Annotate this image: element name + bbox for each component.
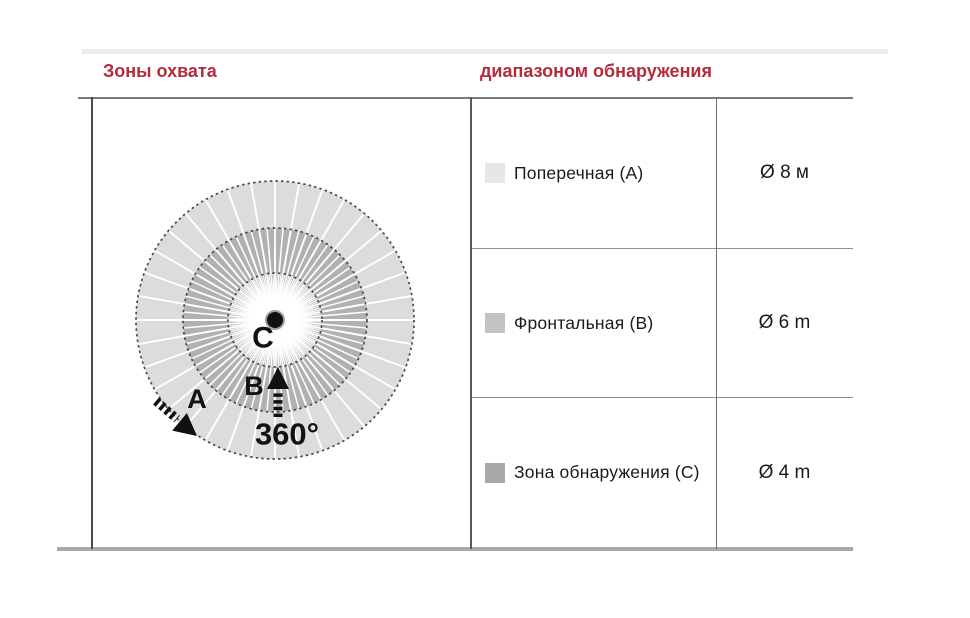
zone-row-value: Ø 6 m bbox=[758, 312, 811, 333]
section-title-left: Зоны охвата bbox=[103, 61, 217, 81]
table-left-border bbox=[91, 97, 93, 549]
table-row bbox=[470, 249, 853, 397]
zone-row-value: Ø 4 m bbox=[758, 461, 811, 483]
coverage-zones-diagram bbox=[100, 105, 460, 535]
zone-row-label: Зона обнаружения (С) bbox=[514, 462, 700, 482]
table-row bbox=[470, 98, 853, 248]
zone-row-label: Поперечная (А) bbox=[514, 162, 644, 183]
rotation-360-label: 360° bbox=[254, 416, 320, 452]
zone-label-c: C bbox=[252, 321, 274, 355]
zone-swatch bbox=[485, 313, 505, 333]
zone-row-label: Фронтальная (В) bbox=[514, 312, 654, 333]
zone-row-value: Ø 8 м bbox=[760, 162, 809, 183]
table-row bbox=[470, 398, 853, 547]
zone-swatch bbox=[485, 463, 505, 483]
table-bottom-border bbox=[57, 547, 853, 551]
zone-label-a: A bbox=[187, 384, 207, 414]
top-separator-band bbox=[82, 49, 888, 54]
zone-label-b: B bbox=[244, 371, 264, 401]
zone-swatch bbox=[485, 163, 505, 183]
section-title-right: диапазоном обнаружения bbox=[480, 61, 713, 81]
